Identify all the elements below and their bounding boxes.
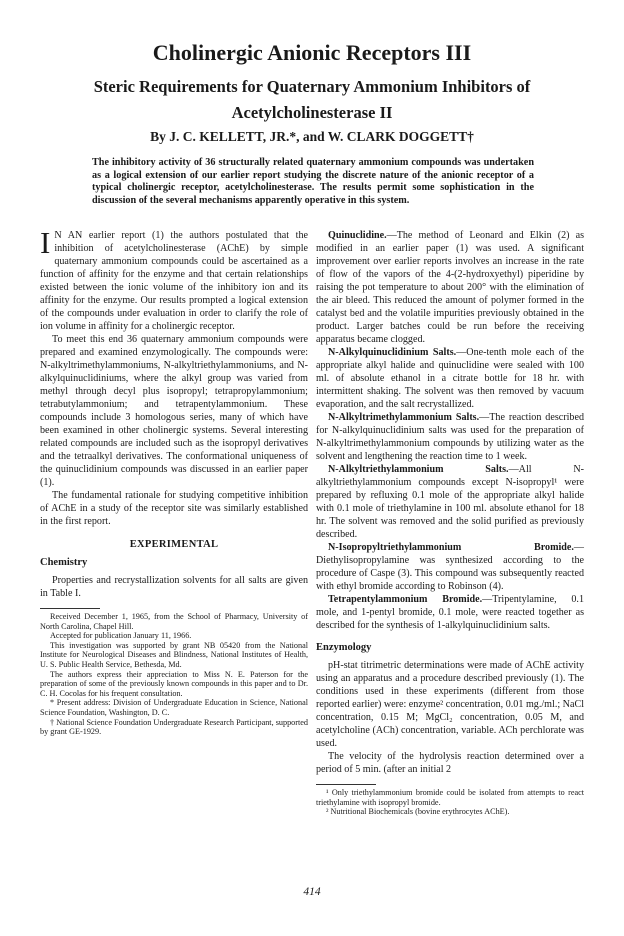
body-paragraph-3: The fundamental rationale for studying competitive inhibition of AChE in a study of the receptor site was similarly established in the first report. [40, 490, 308, 527]
enzymology-paragraph-2: The velocity of the hydrolysis reaction determined over a period of 5 min. (after an initial 2 [316, 751, 584, 775]
right-column [316, 229, 584, 880]
abstract: The inhibitory activity of 36 structurally related quaternary ammonium compounds was undertaken as a logical extension of our earlier report studying the discrete nature of the anionic receptor of a typical cholinergic receptor, acetylcholinesterase. The results permit some sophistication in the discussion of the several mechanisms apparently operative in this system. [92, 157, 534, 206]
author-line: By J. C. KELLETT, JR.*, and W. CLARK DOGGETT† [150, 129, 474, 144]
section-quinuclidine [316, 229, 584, 346]
chemistry-paragraph: Properties and recrystallization solvents for all salts are given in Table I. [40, 575, 308, 599]
intro-text: earlier report (1) the authors postulated that the inhibition of acetylcholinesterase (AChE) by simple quaternary ammonium compounds could be ascertained as a function of affinity for the enzyme and that certain relationships existed between the ionic volume of the inhibitory ion and its affinity for the enzyme. Our results prompted a logical extension of the compounds under evaluation in order to clarify the role of ion volume in affinity for a cholinergic receptor. [40, 230, 308, 332]
runin-head: N-Isopropyltriethylammonium Bromide. [328, 542, 574, 553]
section-isopropyltriethylammonium [316, 541, 584, 593]
runin-head: Tetrapentylammonium Bromide. [328, 594, 483, 605]
section-text: —One-tenth mole each of the appropriate alkyl halide and quinuclidine were sealed with 100 ml. of absolute ethanol in a citrate bottle for 18 hr. with intermittent shaking. The solvent was then removed by vacuum evaporation, and the salt recrystallized. [316, 347, 584, 410]
left-column [40, 225, 308, 880]
section-alkylquinuclidinium [316, 346, 584, 411]
footnote-rule [316, 784, 376, 785]
footnote-present-address: * Present address: Division of Undergraduate Education in Science, National Science Foundation, Washington, D. C. [40, 698, 308, 717]
section-text: —Tripentylamine, 0.1 mole, and 1-pentyl bromide, 0.1 mole, were reacted together as described for the synthesis of 1-alkylquinuclidinium salts. [316, 594, 584, 631]
section-text: —Diethylisopropylamine was synthesized according to the procedure of Caspe (3). This compound was subsequently reacted with ethyl bromide according to Robinson (4). [316, 542, 584, 592]
article-subtitle: Steric Requirements for Quaternary Ammonium Inhibitors of Acetylcholinesterase II [93, 77, 531, 122]
right-footnotes [316, 788, 584, 817]
article-title: Cholinergic Anionic Receptors III [152, 40, 472, 65]
enzymology-paragraph-1: pH-stat titrimetric determinations were made of AChE activity using an apparatus and a procedure described previously (1). The conditions used in these experiments (different from those reported earlier) were: enzyme² concentration, 0.01 mg./ml.; NaCl concentration, 0.15 M; MgCl₂ concentration, 0.05 M, and acetylcholine (ACh) concentration, variable. ACh perchlorate was used. [316, 660, 584, 749]
footnote-2: ² Nutritional Biochemicals (bovine erythrocytes AChE). [326, 807, 510, 817]
left-footnotes [40, 612, 308, 737]
runin-head: N-Alkyltrimethylammonium Salts. [328, 412, 480, 423]
experimental-heading: EXPERIMENTAL [129, 539, 219, 550]
footnote-nsf: † National Science Foundation Undergraduate Research Participant, supported by grant GE-1929. [40, 717, 308, 737]
intro-lead: N AN [54, 230, 83, 241]
footnote-received: Received December 1, 1965, from the School of Pharmacy, University of North Carolina, Chapel Hill. [40, 612, 308, 631]
runin-head: N-Alkylquinuclidinium Salts. [328, 347, 457, 358]
section-alkyltrimethylammonium [316, 411, 584, 463]
section-text: —The reaction described for N-alkylquinuclidinium salts was used for the preparation of N-alkyltrimethylammonium compounds by utilizing water as the solvent and lengthening the reaction time to 1 week. [316, 412, 584, 462]
footnote-1: ¹ Only triethylammonium bromide could be isolated from attempts to react triethylamine with isopropyl bromide. [316, 788, 584, 807]
enzymology-heading: Enzymology [316, 642, 372, 653]
footnote-grant: This investigation was supported by grant NB 05420 from the National Institute for Neurological Diseases and Blindness, National Institutes of Health, U. S. Public Health Service, Bethesda, Md. [40, 640, 308, 669]
section-tetrapentylammonium [316, 593, 584, 632]
section-alkyltriethylammonium [316, 463, 584, 541]
footnote-accepted: Accepted for publication January 11, 1966. [50, 631, 192, 641]
drop-cap: I [40, 225, 51, 260]
section-text: —The method of Leonard and Elkin (2) as modified in an earlier paper (1) was used. A significant improvement over earlier reports involves an increase in the rate of flow of the vapors of the 4-(2-hydroxyethyl) piperidine by raising the pot temperature to about 200° with the elimination of the air bleed. This reduced the amount of polymer formed in the catalyst bed and the volatile impurities previously obtained in the product. Larger batches could be run before the receiving apparatus became clogged. [316, 230, 584, 345]
section-text: —All N-alkyltriethylammonium compounds except N-isopropyl¹ were prepared by refluxing 0.1 mole of the appropriate alkyl halide with 0.1 mole of triethylamine in 100 ml. absolute ethanol for 18 hr. The solvent was removed and the solid purified as previously described. [316, 464, 585, 540]
chemistry-heading: Chemistry [40, 557, 88, 568]
body-paragraph-2: To meet this end 36 quaternary ammonium compounds were prepared and examined enzymologically. The compounds were: N-alkyltrimethylammoniums, N-alkyltriethylammoniums, and N-alkylquinuclidiniums, where the alkyl group was varied from methyl through decyl plus isopropyl; tetrapropylammonium; tetrabutylammonium; and tetrapentylammonium. These compounds include 3 homologous series, many of which have been examined in other cholinergic systems. Several interesting related compounds are included such as the isopropyl derivatives and the tetraalkyl derivatives. The conformational uniqueness of the quinuclidinium compounds was discussed in an earlier paper (1). [40, 334, 308, 488]
footnote-acknowledgment: The authors express their appreciation to Miss N. E. Paterson for the preparation of some of the previously known compounds in this paper and to Dr. C. H. Cocolas for his frequent consultation. [40, 669, 308, 698]
footnote-rule [40, 608, 100, 609]
runin-head: N-Alkyltriethylammonium Salts. [328, 464, 509, 475]
page-number: 414 [303, 886, 321, 898]
runin-head: Quinuclidine. [328, 230, 387, 241]
intro-paragraph [40, 225, 308, 333]
